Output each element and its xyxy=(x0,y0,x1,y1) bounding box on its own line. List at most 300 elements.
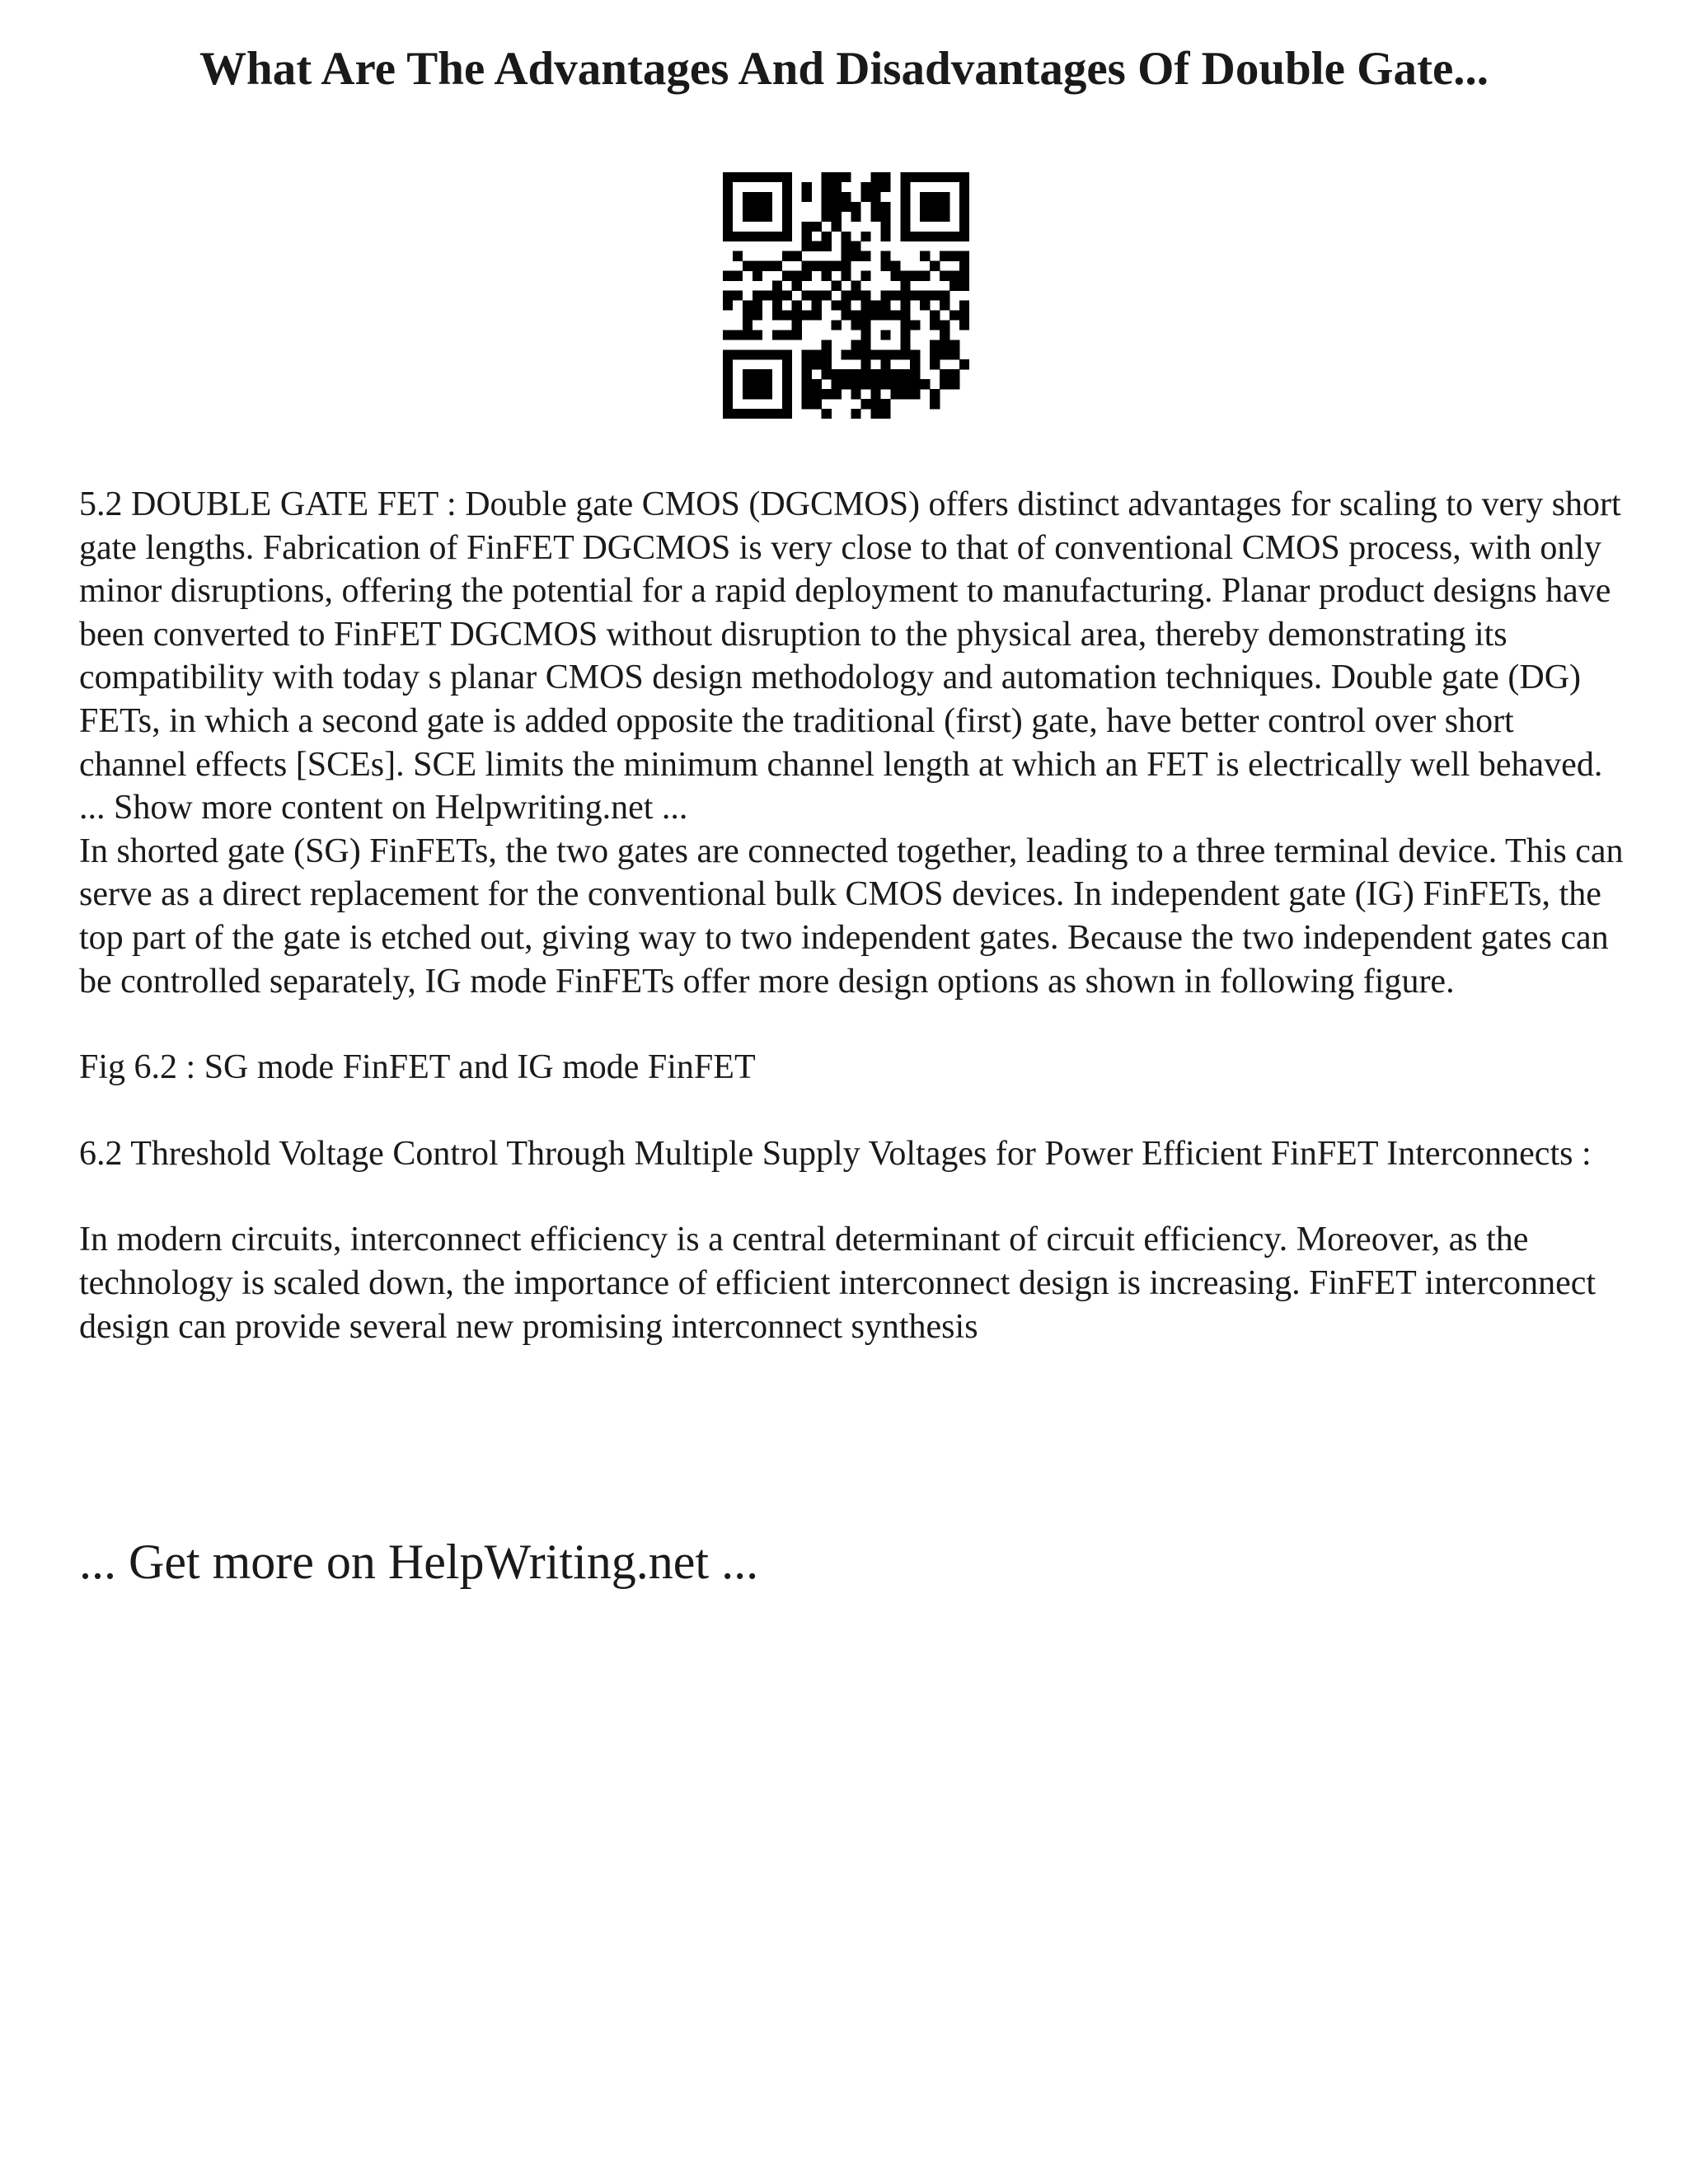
qr-module xyxy=(880,261,890,271)
qr-module xyxy=(792,310,802,320)
qr-module xyxy=(753,291,762,301)
qr-module xyxy=(723,369,733,379)
qr-module xyxy=(890,349,900,359)
qr-module xyxy=(920,192,930,202)
qr-module xyxy=(959,281,969,291)
qr-module xyxy=(802,222,812,232)
qr-module xyxy=(920,172,930,182)
qr-module xyxy=(860,399,870,409)
qr-module xyxy=(842,349,851,359)
qr-module xyxy=(920,271,930,281)
qr-module xyxy=(812,389,822,399)
qr-module xyxy=(910,232,920,241)
qr-module xyxy=(762,291,772,301)
qr-module xyxy=(812,310,822,320)
qr-module xyxy=(870,182,880,192)
qr-module xyxy=(851,349,860,359)
qr-module xyxy=(880,182,890,192)
qr-module xyxy=(959,261,969,271)
qr-module xyxy=(802,182,812,192)
qr-module xyxy=(870,409,880,419)
qr-module xyxy=(782,359,792,369)
qr-module xyxy=(910,369,920,379)
qr-module xyxy=(753,261,762,271)
qr-module xyxy=(723,182,733,192)
qr-module xyxy=(842,261,851,271)
qr-module xyxy=(753,310,762,320)
qr-module xyxy=(782,409,792,419)
qr-module xyxy=(782,389,792,399)
qr-module xyxy=(959,359,969,369)
qr-module xyxy=(940,192,950,202)
qr-module xyxy=(959,172,969,182)
qr-module xyxy=(860,320,870,330)
qr-module xyxy=(860,192,870,202)
qr-module xyxy=(880,222,890,232)
qr-module xyxy=(733,330,743,340)
qr-module xyxy=(880,300,890,310)
qr-module xyxy=(802,349,812,359)
qr-module xyxy=(812,379,822,389)
qr-module xyxy=(842,251,851,261)
qr-module xyxy=(762,232,772,241)
qr-module xyxy=(940,251,950,261)
qr-module xyxy=(900,212,910,222)
qr-module xyxy=(930,212,940,222)
qr-module xyxy=(802,359,812,369)
qr-module xyxy=(880,251,890,261)
qr-module xyxy=(743,330,753,340)
qr-module xyxy=(782,222,792,232)
qr-module xyxy=(860,349,870,359)
qr-module xyxy=(753,202,762,212)
qr-module xyxy=(772,330,782,340)
qr-module xyxy=(762,389,772,399)
qr-module xyxy=(723,379,733,389)
qr-module xyxy=(723,399,733,409)
qr-module xyxy=(802,379,812,389)
qr-module xyxy=(900,291,910,301)
qr-module xyxy=(792,320,802,330)
qr-module xyxy=(870,172,880,182)
qr-module xyxy=(822,202,832,212)
qr-module xyxy=(782,379,792,389)
qr-module xyxy=(900,330,910,340)
qr-module xyxy=(832,320,842,330)
qr-module xyxy=(930,399,940,409)
qr-module xyxy=(743,300,753,310)
qr-module xyxy=(920,212,930,222)
qr-module xyxy=(880,409,890,419)
qr-module xyxy=(753,409,762,419)
qr-module xyxy=(930,172,940,182)
qr-module xyxy=(802,389,812,399)
qr-module xyxy=(851,281,860,291)
qr-module xyxy=(940,202,950,212)
qr-module xyxy=(860,340,870,349)
qr-code-icon xyxy=(723,172,969,419)
qr-module xyxy=(772,261,782,271)
qr-module xyxy=(950,271,959,281)
qr-module xyxy=(772,409,782,419)
qr-module xyxy=(832,172,842,182)
qr-module xyxy=(822,340,832,349)
qr-module xyxy=(940,330,950,340)
qr-module xyxy=(782,349,792,359)
qr-module xyxy=(842,271,851,281)
qr-module xyxy=(782,232,792,241)
qr-module xyxy=(910,291,920,301)
qr-module xyxy=(772,349,782,359)
qr-module xyxy=(822,172,832,182)
article-body xyxy=(79,483,1629,1348)
qr-module xyxy=(733,291,743,301)
qr-module xyxy=(880,232,890,241)
qr-module xyxy=(910,271,920,281)
qr-module xyxy=(890,369,900,379)
qr-module xyxy=(723,202,733,212)
qr-module xyxy=(723,192,733,202)
qr-module xyxy=(812,241,822,251)
qr-module xyxy=(870,192,880,202)
qr-module xyxy=(832,261,842,271)
qr-module xyxy=(743,409,753,419)
qr-module xyxy=(851,369,860,379)
qr-module xyxy=(930,202,940,212)
qr-module xyxy=(842,192,851,202)
qr-module xyxy=(930,340,940,349)
qr-module xyxy=(743,369,753,379)
qr-module xyxy=(950,369,959,379)
qr-module xyxy=(743,389,753,399)
qr-module xyxy=(910,349,920,359)
qr-module xyxy=(930,310,940,320)
qr-module xyxy=(753,212,762,222)
qr-module xyxy=(782,251,792,261)
qr-module xyxy=(812,261,822,271)
qr-module xyxy=(842,172,851,182)
qr-module xyxy=(880,202,890,212)
qr-module xyxy=(910,320,920,330)
qr-module xyxy=(782,182,792,192)
qr-module xyxy=(792,271,802,281)
qr-module xyxy=(880,369,890,379)
qr-module xyxy=(950,349,959,359)
qr-module xyxy=(743,172,753,182)
qr-module xyxy=(782,310,792,320)
qr-module xyxy=(782,330,792,340)
qr-module xyxy=(802,310,812,320)
qr-module xyxy=(900,300,910,310)
qr-module xyxy=(860,310,870,320)
qr-module xyxy=(880,379,890,389)
qr-module xyxy=(890,271,900,281)
qr-module xyxy=(900,340,910,349)
qr-module xyxy=(723,359,733,369)
qr-module xyxy=(753,379,762,389)
qr-module xyxy=(812,300,822,310)
qr-module xyxy=(733,271,743,281)
qr-module xyxy=(743,212,753,222)
qr-module xyxy=(900,182,910,192)
qr-module xyxy=(753,232,762,241)
qr-module xyxy=(753,271,762,281)
qr-module xyxy=(792,330,802,340)
qr-module xyxy=(822,241,832,251)
paragraph-double-gate-fet: 5.2 DOUBLE GATE FET : Double gate CMOS (DGCMOS) offers distinct advantages for scaling to very short gate lengths. Fabrication of FinFET DGCMOS is very close to that of conventional CMOS process, with only minor disruptions, offering the potential for a rapid deployment to manufacturing. Planar product designs have been converted to FinFET DGCMOS without disruption to the physical area, thereby demonstrating its compatibility with today s planar CMOS design methodology and automation techniques. Double gate (DG) FETs, in which a second gate is added opposite the traditional (first) gate, have better control over short channel effects [SCEs]. SCE limits the minimum channel length at which an FET is electrically well behaved. ... Show more content on Helpwriting.net ... xyxy=(79,485,1621,827)
qr-module xyxy=(860,182,870,192)
qr-module xyxy=(940,212,950,222)
qr-module xyxy=(860,359,870,369)
qr-module xyxy=(900,349,910,359)
qr-module xyxy=(723,291,733,301)
qr-module xyxy=(822,261,832,271)
qr-module xyxy=(930,291,940,301)
qr-module xyxy=(723,349,733,359)
qr-module xyxy=(822,232,832,241)
qr-module xyxy=(723,172,733,182)
qr-module xyxy=(802,241,812,251)
qr-module xyxy=(920,379,930,389)
qr-module xyxy=(733,172,743,182)
qr-module xyxy=(782,291,792,301)
qr-module xyxy=(832,212,842,222)
qr-module xyxy=(870,399,880,409)
qr-module xyxy=(723,300,733,310)
qr-module xyxy=(940,172,950,182)
qr-module xyxy=(842,369,851,379)
qr-module xyxy=(802,261,812,271)
qr-module xyxy=(743,379,753,389)
qr-module xyxy=(890,291,900,301)
qr-module xyxy=(930,320,940,330)
qr-module xyxy=(723,232,733,241)
get-more-link[interactable]: ... Get more on HelpWriting.net ... xyxy=(79,1535,759,1589)
qr-module xyxy=(762,379,772,389)
qr-module xyxy=(940,369,950,379)
qr-module xyxy=(870,310,880,320)
qr-module xyxy=(900,202,910,212)
qr-module xyxy=(959,232,969,241)
qr-module xyxy=(782,399,792,409)
qr-module xyxy=(870,202,880,212)
qr-module xyxy=(890,310,900,320)
qr-module xyxy=(930,349,940,359)
qr-module xyxy=(743,320,753,330)
qr-module xyxy=(753,300,762,310)
qr-module xyxy=(860,369,870,379)
qr-module xyxy=(851,212,860,222)
qr-module xyxy=(900,369,910,379)
qr-module xyxy=(950,310,959,320)
qr-module xyxy=(959,212,969,222)
qr-module xyxy=(851,202,860,212)
qr-module xyxy=(860,300,870,310)
qr-module xyxy=(959,310,969,320)
qr-module xyxy=(880,399,890,409)
qr-module xyxy=(733,409,743,419)
qr-module xyxy=(910,379,920,389)
qr-module xyxy=(880,291,890,301)
qr-module xyxy=(860,330,870,340)
qr-module xyxy=(832,379,842,389)
qr-module xyxy=(950,379,959,389)
qr-module xyxy=(762,409,772,419)
qr-module xyxy=(832,182,842,192)
qr-module xyxy=(920,232,930,241)
qr-module xyxy=(822,212,832,222)
qr-module xyxy=(822,409,832,419)
qr-module xyxy=(910,359,920,369)
qr-module xyxy=(822,369,832,379)
qr-module xyxy=(832,192,842,202)
qr-module xyxy=(870,212,880,222)
qr-module xyxy=(950,251,959,261)
qr-module xyxy=(822,389,832,399)
qr-module xyxy=(860,251,870,261)
qr-module xyxy=(930,232,940,241)
qr-module xyxy=(792,251,802,261)
qr-module xyxy=(910,172,920,182)
qr-module xyxy=(832,222,842,232)
qr-module xyxy=(851,340,860,349)
qr-module xyxy=(753,172,762,182)
qr-module xyxy=(851,310,860,320)
qr-module xyxy=(832,300,842,310)
qr-module xyxy=(851,251,860,261)
qr-module xyxy=(900,222,910,232)
qr-module xyxy=(762,212,772,222)
qr-module xyxy=(959,202,969,212)
qr-module xyxy=(851,291,860,301)
qr-module xyxy=(822,271,832,281)
qr-module xyxy=(832,369,842,379)
qr-module xyxy=(940,379,950,389)
qr-module xyxy=(753,330,762,340)
qr-module xyxy=(900,172,910,182)
qr-module xyxy=(772,281,782,291)
qr-module xyxy=(959,320,969,330)
qr-module xyxy=(772,232,782,241)
qr-module xyxy=(832,202,842,212)
qr-module xyxy=(762,369,772,379)
qr-module xyxy=(940,340,950,349)
qr-module xyxy=(832,389,842,399)
qr-module xyxy=(890,261,900,271)
qr-module xyxy=(812,291,822,301)
qr-module xyxy=(743,349,753,359)
qr-module xyxy=(940,271,950,281)
qr-module xyxy=(733,251,743,261)
qr-module xyxy=(782,172,792,182)
qr-module xyxy=(959,182,969,192)
qr-module xyxy=(900,320,910,330)
qr-module xyxy=(851,389,860,399)
qr-module xyxy=(880,172,890,182)
qr-module xyxy=(822,192,832,202)
qr-module xyxy=(950,172,959,182)
qr-module xyxy=(880,330,890,340)
qr-module xyxy=(851,409,860,419)
qr-module xyxy=(842,202,851,212)
qr-module xyxy=(782,271,792,281)
qr-module xyxy=(959,271,969,281)
qr-module xyxy=(870,379,880,389)
qr-module xyxy=(812,399,822,409)
qr-module xyxy=(812,222,822,232)
qr-module xyxy=(900,389,910,399)
qr-module xyxy=(940,349,950,359)
qr-module xyxy=(880,212,890,222)
paragraph-interconnect: In modern circuits, interconnect efficiency is a central determinant of circuit efficiency. Moreover, as the technology is scaled down, the importance of efficient interconnect design is increasing. FinFET interconnect design can provide several new promising interconnect synthesis xyxy=(79,1221,1597,1346)
qr-module xyxy=(900,271,910,281)
qr-module xyxy=(940,320,950,330)
qr-module xyxy=(950,340,959,349)
qr-module xyxy=(959,222,969,232)
qr-module xyxy=(802,271,812,281)
qr-module xyxy=(959,300,969,310)
qr-module xyxy=(890,379,900,389)
qr-module xyxy=(772,300,782,310)
qr-module xyxy=(959,192,969,202)
qr-module xyxy=(743,310,753,320)
qr-module xyxy=(920,291,930,301)
qr-module xyxy=(900,232,910,241)
section-heading: 6.2 Threshold Voltage Control Through Multiple Supply Voltages for Power Efficient FinFET Interconnects : xyxy=(79,1134,1592,1173)
qr-module xyxy=(860,271,870,281)
qr-module xyxy=(782,202,792,212)
qr-module xyxy=(743,202,753,212)
qr-module xyxy=(832,281,842,291)
qr-module xyxy=(959,251,969,261)
qr-module xyxy=(870,349,880,359)
qr-module xyxy=(870,369,880,379)
qr-module xyxy=(930,389,940,399)
qr-module xyxy=(753,192,762,202)
qr-module xyxy=(762,172,772,182)
qr-module xyxy=(900,310,910,320)
qr-module xyxy=(762,202,772,212)
qr-module xyxy=(743,232,753,241)
qr-module xyxy=(772,172,782,182)
qr-module xyxy=(842,300,851,310)
figure-caption: Fig 6.2 : SG mode FinFET and IG mode FinFET xyxy=(79,1048,756,1087)
page-title: What Are The Advantages And Disadvantages Of Double Gate... xyxy=(199,43,1489,95)
qr-module xyxy=(802,291,812,301)
qr-module xyxy=(950,281,959,291)
qr-module xyxy=(870,300,880,310)
qr-module xyxy=(890,389,900,399)
qr-module xyxy=(920,251,930,261)
qr-module xyxy=(822,182,832,192)
qr-module xyxy=(880,359,890,369)
qr-module xyxy=(842,291,851,301)
qr-module xyxy=(920,202,930,212)
qr-module xyxy=(723,330,733,340)
qr-module xyxy=(870,389,880,399)
qr-module xyxy=(743,261,753,271)
qr-module xyxy=(851,241,860,251)
qr-module xyxy=(822,349,832,359)
qr-module xyxy=(792,300,802,310)
qr-module xyxy=(733,232,743,241)
qr-module xyxy=(762,261,772,271)
qr-module xyxy=(743,192,753,202)
qr-module xyxy=(782,192,792,202)
qr-module xyxy=(753,389,762,399)
qr-module xyxy=(900,281,910,291)
qr-module xyxy=(723,212,733,222)
